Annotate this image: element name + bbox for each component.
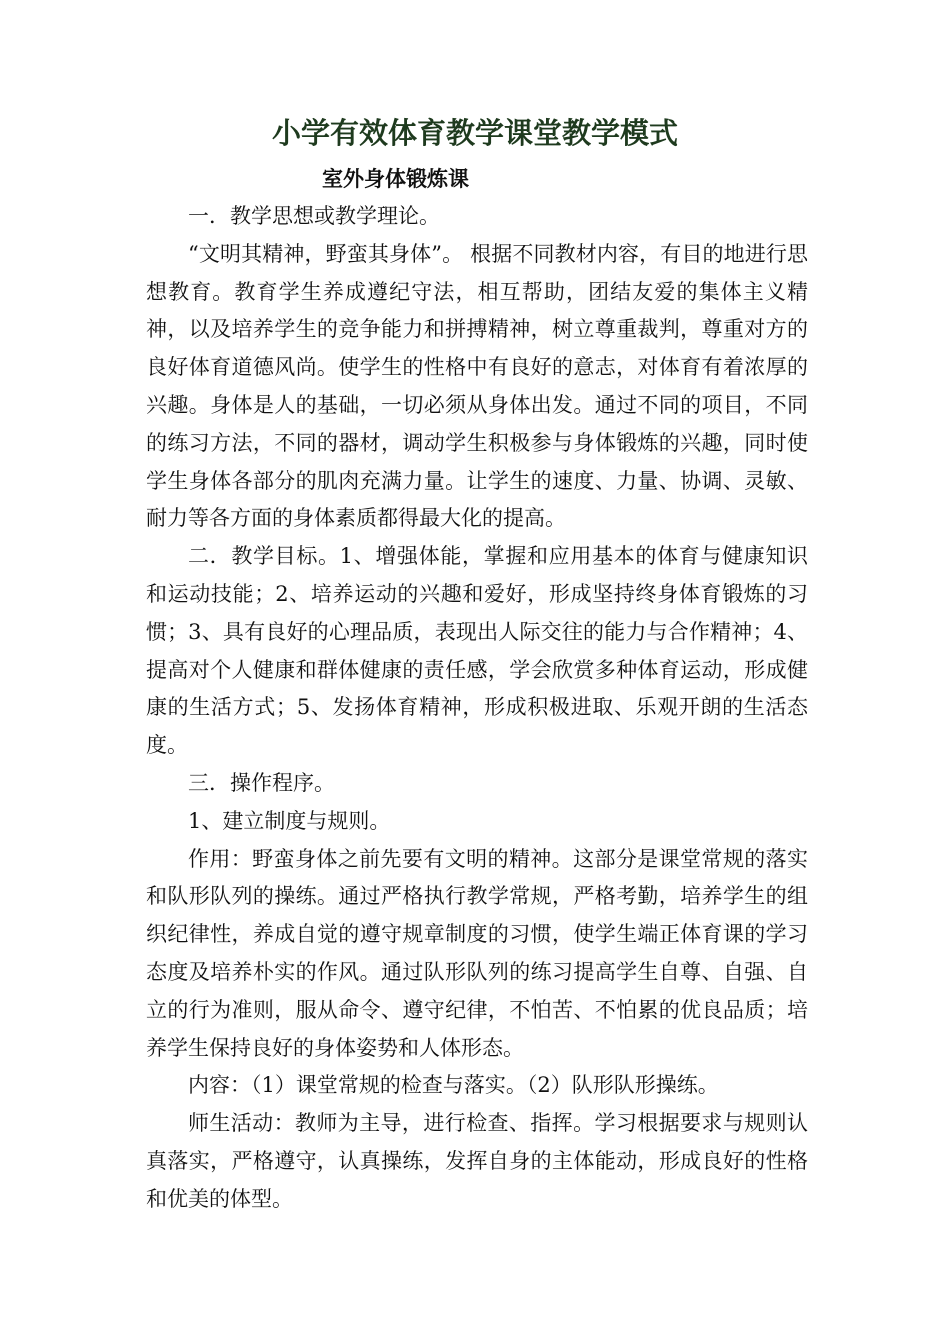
paragraph-teaching-goals: 二．教学目标。1、增强体能，掌握和应用基本的体育与健康知识和运动技能；2、培养运动的兴趣和爱好，形成坚持终身体育锻炼的习惯；3、具有良好的心理品质，表现出人际交往的能力与合作精神；4、提高对个人健康和群体健康的责任感，学会欣赏多种体育运动，形成健康的生活方式；5、发扬体育精神，形成积极进取、乐观开朗的生活态度。 (146, 544, 808, 758)
heading-teaching-theory: 一．教学思想或教学理论。 (188, 204, 440, 228)
document-body (146, 198, 808, 1219)
paragraph-teaching-theory: “文明其精神，野蛮其身体”。 根据不同教材内容，有目的地进行思想教育。教育学生养成遵纪守法，相互帮助，团结友爱的集体主义精神，以及培养学生的竞争能力和拼搏精神，树立尊重裁判，尊重对方的良好体育道德风尚。使学生的性格中有良好的意志，对体育有着浓厚的兴趣。身体是人的基础，一切必须从身体出发。通过不同的项目，不同的练习方法，不同的器材，调动学生积极参与身体锻炼的兴趣，同时使学生身体各部分的肌肉充满力量。让学生的速度、力量、协调、灵敏、耐力等各方面的身体素质都得最大化的提高。 (146, 241, 808, 531)
paragraph-activities: 师生活动：教师为主导，进行检查、指挥。学习根据要求与规则认真落实，严格遵守，认真操练，发挥自身的主体能动，形成良好的性格和优美的体型。 (146, 1111, 808, 1211)
paragraph-content: 内容：（1）课堂常规的检查与落实。（2）队形队形操练。 (188, 1073, 719, 1098)
paragraph-purpose: 作用：野蛮身体之前先要有文明的精神。这部分是课堂常规的落实和队形队列的操练。通过严格执行教学常规，严格考勤，培养学生的组织纪律性，养成自觉的遵守规章制度的习惯，使学生端正体育课的学习态度及培养朴实的作风。通过队形队列的练习提高学生自尊、自强、自立的行为准则，服从命令、遵守纪律，不怕苦、不怕累的优良品质；培养学生保持良好的身体姿势和人体形态。 (146, 846, 808, 1060)
document-subtitle: 室外身体锻炼课 (322, 167, 469, 191)
heading-procedure: 三．操作程序。 (188, 770, 335, 795)
heading-rules: 1、建立制度与规则。 (188, 808, 391, 833)
document-title: 小学有效体育教学课堂教学模式 (271, 116, 678, 150)
